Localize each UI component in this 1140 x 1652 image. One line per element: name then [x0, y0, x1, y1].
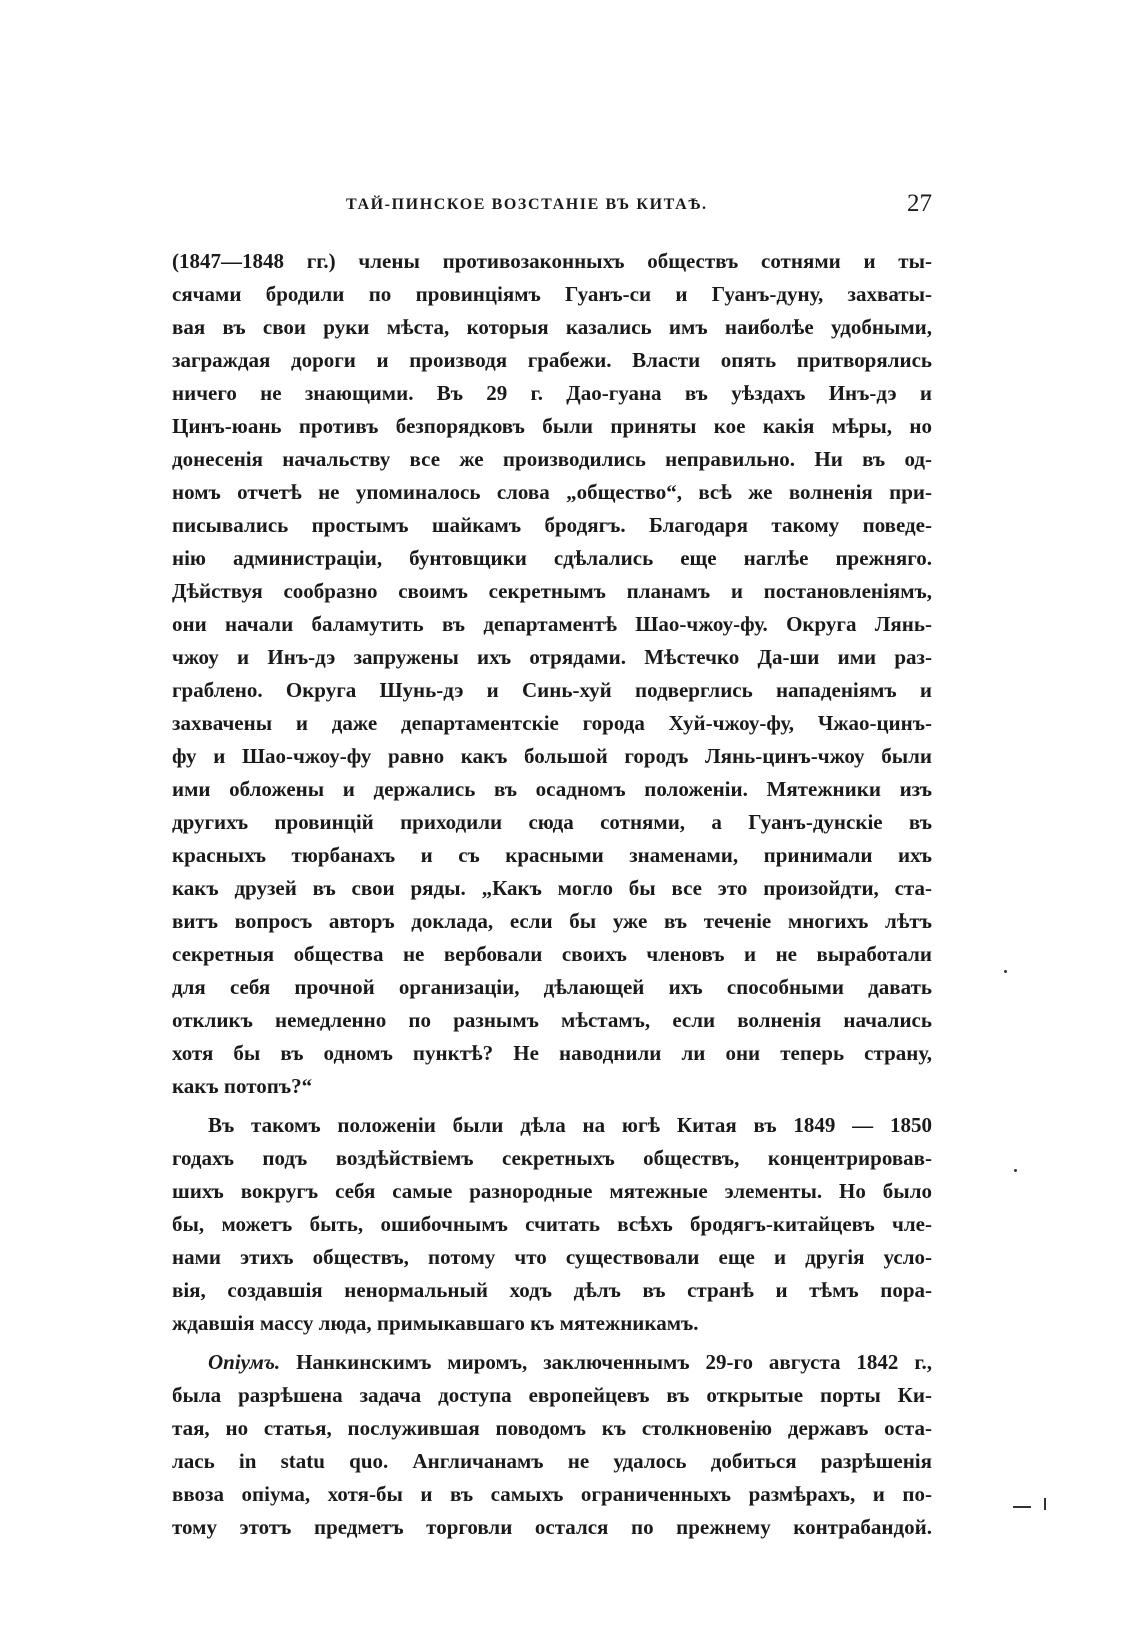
- text-line: нію администраціи, бунтовщики сдѣлались еще наглѣе прежняго.: [172, 546, 932, 570]
- text-line: тому этотъ предметъ торговли остался по прежнему контрабандой.: [172, 1515, 932, 1539]
- text-line: сячами бродили по провинціямъ Гуанъ-си и Гуанъ-дуну, захваты-: [172, 282, 932, 306]
- paragraph: [172, 245, 932, 1103]
- text-line: нами этихъ обществъ, потому что существовали еще и другія усло-: [172, 1245, 932, 1269]
- paragraph: [172, 1346, 932, 1544]
- scan-speck: [1044, 1498, 1046, 1510]
- text-line-rest: Нанкинскимъ миромъ, заключеннымъ 29-го августа 1842 г.,: [280, 1350, 932, 1374]
- text-line: писывались простымъ шайкамъ бродягъ. Благодаря такому поведе-: [172, 513, 932, 537]
- text-line: заграждая дороги и производя грабежи. Власти опять притворялись: [172, 348, 932, 372]
- italic-lead-word: Опіумъ.: [208, 1350, 281, 1374]
- paragraph: [172, 1109, 932, 1340]
- text-line: Цинъ-юань противъ безпорядковъ были приняты кое какія мѣры, но: [172, 414, 932, 438]
- text-line: ввоза опіума, хотя-бы и въ самыхъ ограниченныхъ размѣрахъ, и по-: [172, 1482, 932, 1506]
- text-line: чжоу и Инъ-дэ запружены ихъ отрядами. Мѣстечко Да-ши ими раз-: [172, 645, 932, 669]
- text-line: они начали баламутить въ департаментѣ Шао-чжоу-фу. Округа Лянь-: [172, 612, 932, 636]
- text-line: граблено. Округа Шунь-дэ и Синь-хуй подверглись нападеніямъ и: [172, 678, 932, 702]
- text-line: номъ отчетѣ не упоминалось слова „общество“, всѣ же волненія при-: [172, 480, 932, 504]
- scan-speck: [1004, 970, 1007, 973]
- text-line: откликъ немедленно по разнымъ мѣстамъ, если волненія начались: [172, 1008, 932, 1032]
- text-line: вія, создавшія ненормальный ходъ дѣлъ въ странѣ и тѣмъ пора-: [172, 1278, 932, 1302]
- scan-speck: [1014, 1169, 1017, 1172]
- text-line: Дѣйствуя сообразно своимъ секретнымъ планамъ и постановленіямъ,: [172, 579, 932, 603]
- text-line: захвачены и даже департаментскіе города Хуй-чжоу-фу, Чжао-цинъ-: [172, 711, 932, 735]
- running-title: ТАЙ-ПИНСКОЕ ВОЗСТАНІЕ ВЪ КИТАѢ.: [346, 196, 708, 213]
- text-line: донесенія начальству все же производились неправильно. Ни въ од-: [172, 447, 932, 471]
- page-number: 27: [907, 190, 932, 217]
- running-header: [172, 190, 932, 226]
- text-line: [172, 1346, 932, 1379]
- text-line: фу и Шао-чжоу-фу равно какъ большой городъ Лянь-цинъ-чжоу были: [172, 744, 932, 768]
- scan-speck: [1013, 1506, 1031, 1508]
- text-line: какъ потопъ?“: [172, 1074, 313, 1098]
- text-line: секретныя общества не вербовали своихъ членовъ и не выработали: [172, 942, 932, 966]
- text-line: бы, можетъ быть, ошибочнымъ считать всѣхъ бродягъ-китайцевъ чле-: [172, 1212, 932, 1236]
- text-line: хотя бы въ одномъ пунктѣ? Не наводнили ли они теперь страну,: [172, 1041, 932, 1065]
- text-line: лась in statu quo. Англичанамъ не удалось добиться разрѣшенія: [172, 1449, 932, 1473]
- text-line: ими обложены и держались въ осадномъ положеніи. Мятежники изъ: [172, 777, 932, 801]
- text-line: другихъ провинцій приходили сюда сотнями, а Гуанъ-дунскіе въ: [172, 810, 932, 834]
- text-line: какъ друзей въ свои ряды. „Какъ могло бы все это произойдти, ста-: [172, 876, 932, 900]
- text-line: была разрѣшена задача доступа европейцевъ въ открытые порты Ки-: [172, 1383, 932, 1407]
- text-line: (1847—1848 гг.) члены противозаконныхъ обществъ сотнями и ты-: [172, 249, 932, 273]
- text-line: ждавшія массу люда, примыкавшаго къ мятежникамъ.: [172, 1311, 699, 1335]
- text-line: тая, но статья, послужившая поводомъ къ столкновенію державъ оста-: [172, 1416, 932, 1440]
- text-line: шихъ вокругъ себя самые разнородные мятежные элементы. Но было: [172, 1179, 932, 1203]
- text-line: для себя прочной организаціи, дѣлающей ихъ способными давать: [172, 975, 932, 999]
- text-line: годахъ подъ воздѣйствіемъ секретныхъ обществъ, концентрировав-: [172, 1146, 932, 1170]
- body-text: [172, 245, 932, 1544]
- text-line: Въ такомъ положеніи были дѣла на югѣ Китая въ 1849 — 1850: [208, 1113, 932, 1137]
- text-line: красныхъ тюрбанахъ и съ красными знаменами, принимали ихъ: [172, 843, 932, 867]
- text-line: вая въ свои руки мѣста, которыя казались имъ наиболѣе удобными,: [172, 315, 932, 339]
- text-line: витъ вопросъ авторъ доклада, если бы уже въ теченіе многихъ лѣтъ: [172, 909, 932, 933]
- text-line: ничего не знающими. Въ 29 г. Дао-гуана въ уѣздахъ Инъ-дэ и: [172, 381, 932, 405]
